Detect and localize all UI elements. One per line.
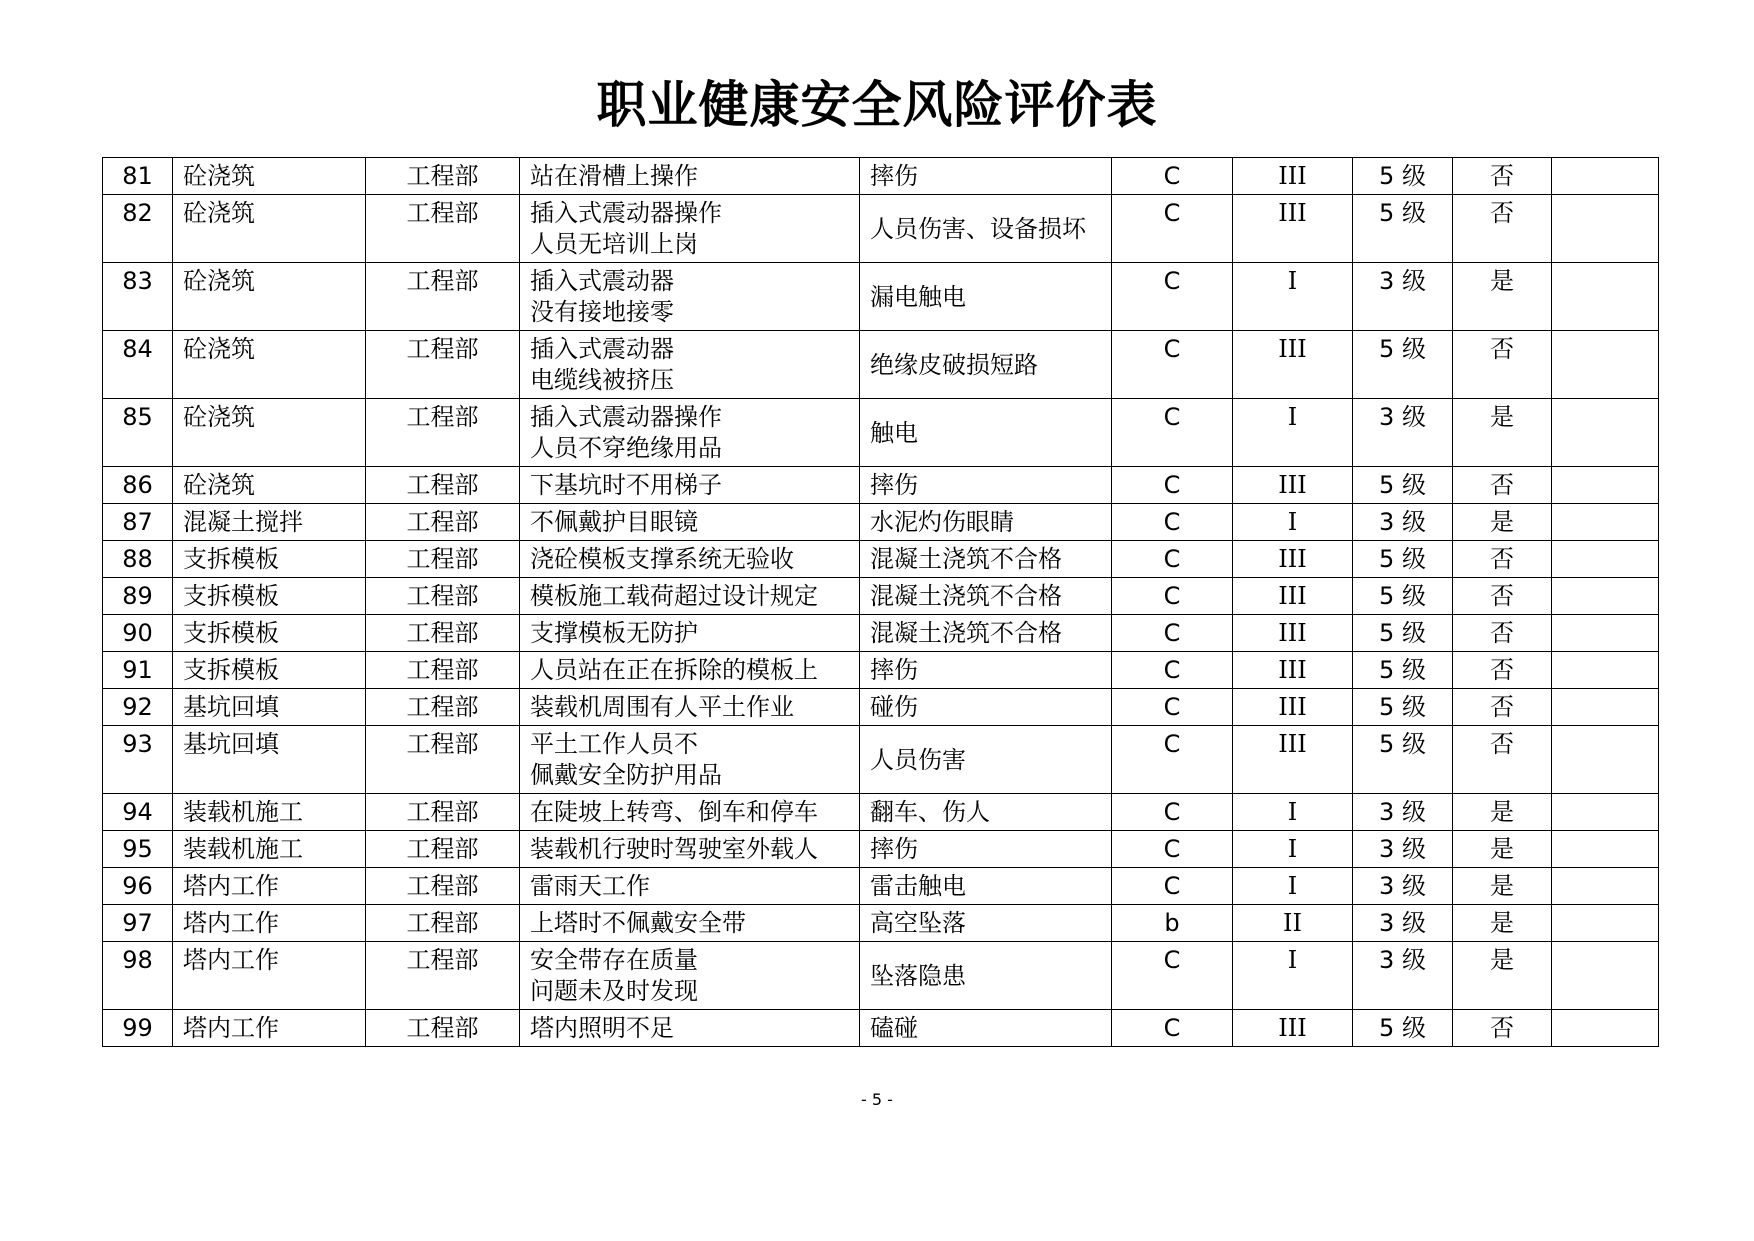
activity-cell: 砼浇筑 <box>173 467 366 504</box>
hazard-factor-line: 问题未及时发现 <box>530 977 698 1005</box>
likelihood-cell: C <box>1112 158 1233 195</box>
remark-cell <box>1552 615 1659 652</box>
hazard-factor-cell <box>520 195 860 263</box>
remark-cell <box>1552 158 1659 195</box>
activity-cell: 砼浇筑 <box>173 195 366 263</box>
hazard-factor-cell <box>520 615 860 652</box>
activity-cell: 砼浇筑 <box>173 331 366 399</box>
row-number-cell: 98 <box>103 942 173 1010</box>
table-row <box>103 689 1659 726</box>
table-row <box>103 942 1659 1010</box>
table-row <box>103 195 1659 263</box>
major-risk-cell: 否 <box>1453 158 1552 195</box>
hazard-factor-line: 浇砼模板支撑系统无验收 <box>530 545 794 573</box>
page-number: - 5 - <box>861 1090 893 1109</box>
risk-level-cell: III <box>1233 1010 1353 1047</box>
activity-cell: 基坑回填 <box>173 689 366 726</box>
activity-cell: 支拆模板 <box>173 652 366 689</box>
hazard-factor-cell <box>520 831 860 868</box>
possible-accident-cell: 碰伤 <box>860 689 1112 726</box>
likelihood-cell: C <box>1112 726 1233 794</box>
department-cell: 工程部 <box>366 541 520 578</box>
risk-level-cell: II <box>1233 905 1353 942</box>
risk-level-cell: III <box>1233 726 1353 794</box>
hazard-factor-line: 雷雨天工作 <box>530 872 650 900</box>
table-row <box>103 1010 1659 1047</box>
risk-grade-cell: 3 级 <box>1353 905 1453 942</box>
row-number-cell: 87 <box>103 504 173 541</box>
possible-accident-cell: 人员伤害、设备损坏 <box>860 195 1112 263</box>
hazard-factor-cell <box>520 504 860 541</box>
department-cell: 工程部 <box>366 331 520 399</box>
activity-cell: 支拆模板 <box>173 578 366 615</box>
activity-cell: 装载机施工 <box>173 831 366 868</box>
remark-cell <box>1552 263 1659 331</box>
likelihood-cell: C <box>1112 399 1233 467</box>
likelihood-cell: C <box>1112 331 1233 399</box>
likelihood-cell: C <box>1112 263 1233 331</box>
possible-accident-cell: 触电 <box>860 399 1112 467</box>
major-risk-cell: 是 <box>1453 794 1552 831</box>
table-row <box>103 541 1659 578</box>
table-row <box>103 263 1659 331</box>
remark-cell <box>1552 467 1659 504</box>
hazard-factor-line: 没有接地接零 <box>530 298 674 326</box>
activity-cell: 砼浇筑 <box>173 399 366 467</box>
hazard-factor-line: 塔内照明不足 <box>530 1014 674 1042</box>
possible-accident-cell: 人员伤害 <box>860 726 1112 794</box>
risk-level-cell: I <box>1233 794 1353 831</box>
hazard-factor-cell <box>520 652 860 689</box>
remark-cell <box>1552 942 1659 1010</box>
row-number-cell: 81 <box>103 158 173 195</box>
hazard-factor-line: 装载机周围有人平土作业 <box>530 693 794 721</box>
risk-level-cell: I <box>1233 831 1353 868</box>
possible-accident-cell: 水泥灼伤眼睛 <box>860 504 1112 541</box>
hazard-factor-cell <box>520 905 860 942</box>
risk-grade-cell: 3 级 <box>1353 263 1453 331</box>
major-risk-cell: 是 <box>1453 399 1552 467</box>
major-risk-cell: 否 <box>1453 541 1552 578</box>
likelihood-cell: C <box>1112 615 1233 652</box>
hazard-factor-cell <box>520 1010 860 1047</box>
hazard-factor-line: 安全带存在质量 <box>530 946 698 974</box>
hazard-factor-cell <box>520 868 860 905</box>
possible-accident-cell: 摔伤 <box>860 158 1112 195</box>
risk-grade-cell: 3 级 <box>1353 399 1453 467</box>
table-row <box>103 615 1659 652</box>
department-cell: 工程部 <box>366 689 520 726</box>
risk-grade-cell: 5 级 <box>1353 467 1453 504</box>
risk-grade-cell: 5 级 <box>1353 158 1453 195</box>
hazard-factor-cell <box>520 942 860 1010</box>
remark-cell <box>1552 541 1659 578</box>
hazard-factor-line: 上塔时不佩戴安全带 <box>530 909 746 937</box>
department-cell: 工程部 <box>366 578 520 615</box>
hazard-factor-cell <box>520 726 860 794</box>
table-row <box>103 905 1659 942</box>
remark-cell <box>1552 195 1659 263</box>
likelihood-cell: C <box>1112 195 1233 263</box>
hazard-factor-cell <box>520 794 860 831</box>
hazard-factor-line: 支撑模板无防护 <box>530 619 698 647</box>
risk-level-cell: III <box>1233 615 1353 652</box>
likelihood-cell: C <box>1112 689 1233 726</box>
remark-cell <box>1552 726 1659 794</box>
remark-cell <box>1552 504 1659 541</box>
risk-level-cell: III <box>1233 195 1353 263</box>
major-risk-cell: 否 <box>1453 615 1552 652</box>
table-row <box>103 652 1659 689</box>
risk-level-cell: I <box>1233 504 1353 541</box>
risk-grade-cell: 5 级 <box>1353 541 1453 578</box>
department-cell: 工程部 <box>366 1010 520 1047</box>
risk-grade-cell: 3 级 <box>1353 794 1453 831</box>
row-number-cell: 85 <box>103 399 173 467</box>
risk-grade-cell: 3 级 <box>1353 831 1453 868</box>
risk-level-cell: III <box>1233 331 1353 399</box>
row-number-cell: 94 <box>103 794 173 831</box>
remark-cell <box>1552 1010 1659 1047</box>
risk-level-cell: III <box>1233 578 1353 615</box>
row-number-cell: 88 <box>103 541 173 578</box>
row-number-cell: 97 <box>103 905 173 942</box>
hazard-factor-line: 插入式震动器 <box>530 267 674 295</box>
major-risk-cell: 是 <box>1453 868 1552 905</box>
activity-cell: 塔内工作 <box>173 1010 366 1047</box>
hazard-factor-cell <box>520 158 860 195</box>
department-cell: 工程部 <box>366 263 520 331</box>
hazard-factor-line: 插入式震动器操作 <box>530 199 722 227</box>
hazard-factor-cell <box>520 331 860 399</box>
table-row <box>103 399 1659 467</box>
hazard-factor-cell <box>520 263 860 331</box>
likelihood-cell: C <box>1112 831 1233 868</box>
remark-cell <box>1552 652 1659 689</box>
likelihood-cell: C <box>1112 942 1233 1010</box>
department-cell: 工程部 <box>366 158 520 195</box>
row-number-cell: 96 <box>103 868 173 905</box>
possible-accident-cell: 磕碰 <box>860 1010 1112 1047</box>
hazard-factor-cell <box>520 399 860 467</box>
risk-level-cell: III <box>1233 158 1353 195</box>
possible-accident-cell: 雷击触电 <box>860 868 1112 905</box>
major-risk-cell: 否 <box>1453 578 1552 615</box>
table-row <box>103 467 1659 504</box>
department-cell: 工程部 <box>366 942 520 1010</box>
department-cell: 工程部 <box>366 504 520 541</box>
row-number-cell: 90 <box>103 615 173 652</box>
risk-grade-cell: 5 级 <box>1353 195 1453 263</box>
remark-cell <box>1552 868 1659 905</box>
activity-cell: 砼浇筑 <box>173 263 366 331</box>
likelihood-cell: C <box>1112 794 1233 831</box>
remark-cell <box>1552 905 1659 942</box>
hazard-factor-line: 模板施工载荷超过设计规定 <box>530 582 818 610</box>
table-row <box>103 578 1659 615</box>
possible-accident-cell: 摔伤 <box>860 467 1112 504</box>
risk-grade-cell: 5 级 <box>1353 689 1453 726</box>
remark-cell <box>1552 578 1659 615</box>
likelihood-cell: C <box>1112 1010 1233 1047</box>
risk-grade-cell: 3 级 <box>1353 868 1453 905</box>
risk-grade-cell: 5 级 <box>1353 726 1453 794</box>
hazard-factor-line: 佩戴安全防护用品 <box>530 761 722 789</box>
row-number-cell: 89 <box>103 578 173 615</box>
hazard-factor-cell <box>520 541 860 578</box>
page-title: 职业健康安全风险评价表 <box>596 76 1158 134</box>
risk-level-cell: I <box>1233 399 1353 467</box>
department-cell: 工程部 <box>366 905 520 942</box>
major-risk-cell: 是 <box>1453 942 1552 1010</box>
likelihood-cell: C <box>1112 868 1233 905</box>
hazard-factor-cell <box>520 689 860 726</box>
risk-grade-cell: 3 级 <box>1353 942 1453 1010</box>
likelihood-cell: b <box>1112 905 1233 942</box>
major-risk-cell: 否 <box>1453 195 1552 263</box>
table-row <box>103 831 1659 868</box>
department-cell: 工程部 <box>366 794 520 831</box>
activity-cell: 塔内工作 <box>173 905 366 942</box>
hazard-factor-line: 装载机行驶时驾驶室外载人 <box>530 835 818 863</box>
possible-accident-cell: 混凝土浇筑不合格 <box>860 615 1112 652</box>
row-number-cell: 82 <box>103 195 173 263</box>
hazard-factor-line: 电缆线被挤压 <box>530 366 674 394</box>
risk-grade-cell: 5 级 <box>1353 652 1453 689</box>
activity-cell: 支拆模板 <box>173 615 366 652</box>
major-risk-cell: 否 <box>1453 467 1552 504</box>
likelihood-cell: C <box>1112 541 1233 578</box>
remark-cell <box>1552 794 1659 831</box>
table-row <box>103 158 1659 195</box>
department-cell: 工程部 <box>366 399 520 467</box>
activity-cell: 砼浇筑 <box>173 158 366 195</box>
remark-cell <box>1552 689 1659 726</box>
table-row <box>103 794 1659 831</box>
remark-cell <box>1552 831 1659 868</box>
row-number-cell: 83 <box>103 263 173 331</box>
hazard-factor-line: 插入式震动器 <box>530 335 674 363</box>
likelihood-cell: C <box>1112 504 1233 541</box>
hazard-factor-cell <box>520 467 860 504</box>
risk-grade-cell: 5 级 <box>1353 1010 1453 1047</box>
department-cell: 工程部 <box>366 726 520 794</box>
possible-accident-cell: 混凝土浇筑不合格 <box>860 541 1112 578</box>
major-risk-cell: 否 <box>1453 689 1552 726</box>
activity-cell: 装载机施工 <box>173 794 366 831</box>
possible-accident-cell: 摔伤 <box>860 652 1112 689</box>
department-cell: 工程部 <box>366 652 520 689</box>
department-cell: 工程部 <box>366 831 520 868</box>
major-risk-cell: 是 <box>1453 831 1552 868</box>
table-row <box>103 331 1659 399</box>
row-number-cell: 92 <box>103 689 173 726</box>
possible-accident-cell: 高空坠落 <box>860 905 1112 942</box>
row-number-cell: 93 <box>103 726 173 794</box>
activity-cell: 混凝土搅拌 <box>173 504 366 541</box>
table-row <box>103 726 1659 794</box>
remark-cell <box>1552 331 1659 399</box>
risk-grade-cell: 5 级 <box>1353 578 1453 615</box>
activity-cell: 塔内工作 <box>173 868 366 905</box>
department-cell: 工程部 <box>366 868 520 905</box>
major-risk-cell: 否 <box>1453 652 1552 689</box>
hazard-factor-line: 站在滑槽上操作 <box>530 162 698 190</box>
major-risk-cell: 是 <box>1453 905 1552 942</box>
risk-grade-cell: 3 级 <box>1353 504 1453 541</box>
risk-level-cell: III <box>1233 541 1353 578</box>
hazard-factor-line: 在陡坡上转弯、倒车和停车 <box>530 798 818 826</box>
risk-table-body <box>103 158 1659 1047</box>
activity-cell: 塔内工作 <box>173 942 366 1010</box>
risk-level-cell: III <box>1233 689 1353 726</box>
row-number-cell: 86 <box>103 467 173 504</box>
possible-accident-cell: 翻车、伤人 <box>860 794 1112 831</box>
likelihood-cell: C <box>1112 578 1233 615</box>
likelihood-cell: C <box>1112 652 1233 689</box>
possible-accident-cell: 摔伤 <box>860 831 1112 868</box>
hazard-factor-line: 人员无培训上岗 <box>530 230 698 258</box>
hazard-factor-line: 人员站在正在拆除的模板上 <box>530 656 818 684</box>
hazard-factor-line: 不佩戴护目眼镜 <box>530 508 698 536</box>
risk-table <box>102 157 1659 1047</box>
risk-grade-cell: 5 级 <box>1353 331 1453 399</box>
department-cell: 工程部 <box>366 195 520 263</box>
hazard-factor-line: 人员不穿绝缘用品 <box>530 434 722 462</box>
department-cell: 工程部 <box>366 615 520 652</box>
activity-cell: 基坑回填 <box>173 726 366 794</box>
remark-cell <box>1552 399 1659 467</box>
possible-accident-cell: 坠落隐患 <box>860 942 1112 1010</box>
major-risk-cell: 是 <box>1453 504 1552 541</box>
possible-accident-cell: 漏电触电 <box>860 263 1112 331</box>
major-risk-cell: 否 <box>1453 726 1552 794</box>
major-risk-cell: 否 <box>1453 331 1552 399</box>
risk-level-cell: III <box>1233 652 1353 689</box>
risk-level-cell: I <box>1233 868 1353 905</box>
activity-cell: 支拆模板 <box>173 541 366 578</box>
risk-level-cell: I <box>1233 263 1353 331</box>
hazard-factor-line: 下基坑时不用梯子 <box>530 471 722 499</box>
table-row <box>103 868 1659 905</box>
row-number-cell: 91 <box>103 652 173 689</box>
risk-level-cell: I <box>1233 942 1353 1010</box>
risk-level-cell: III <box>1233 467 1353 504</box>
row-number-cell: 84 <box>103 331 173 399</box>
major-risk-cell: 是 <box>1453 263 1552 331</box>
hazard-factor-cell <box>520 578 860 615</box>
hazard-factor-line: 平土工作人员不 <box>530 730 698 758</box>
risk-grade-cell: 5 级 <box>1353 615 1453 652</box>
possible-accident-cell: 混凝土浇筑不合格 <box>860 578 1112 615</box>
hazard-factor-line: 插入式震动器操作 <box>530 403 722 431</box>
department-cell: 工程部 <box>366 467 520 504</box>
major-risk-cell: 否 <box>1453 1010 1552 1047</box>
row-number-cell: 95 <box>103 831 173 868</box>
likelihood-cell: C <box>1112 467 1233 504</box>
table-row <box>103 504 1659 541</box>
possible-accident-cell: 绝缘皮破损短路 <box>860 331 1112 399</box>
row-number-cell: 99 <box>103 1010 173 1047</box>
